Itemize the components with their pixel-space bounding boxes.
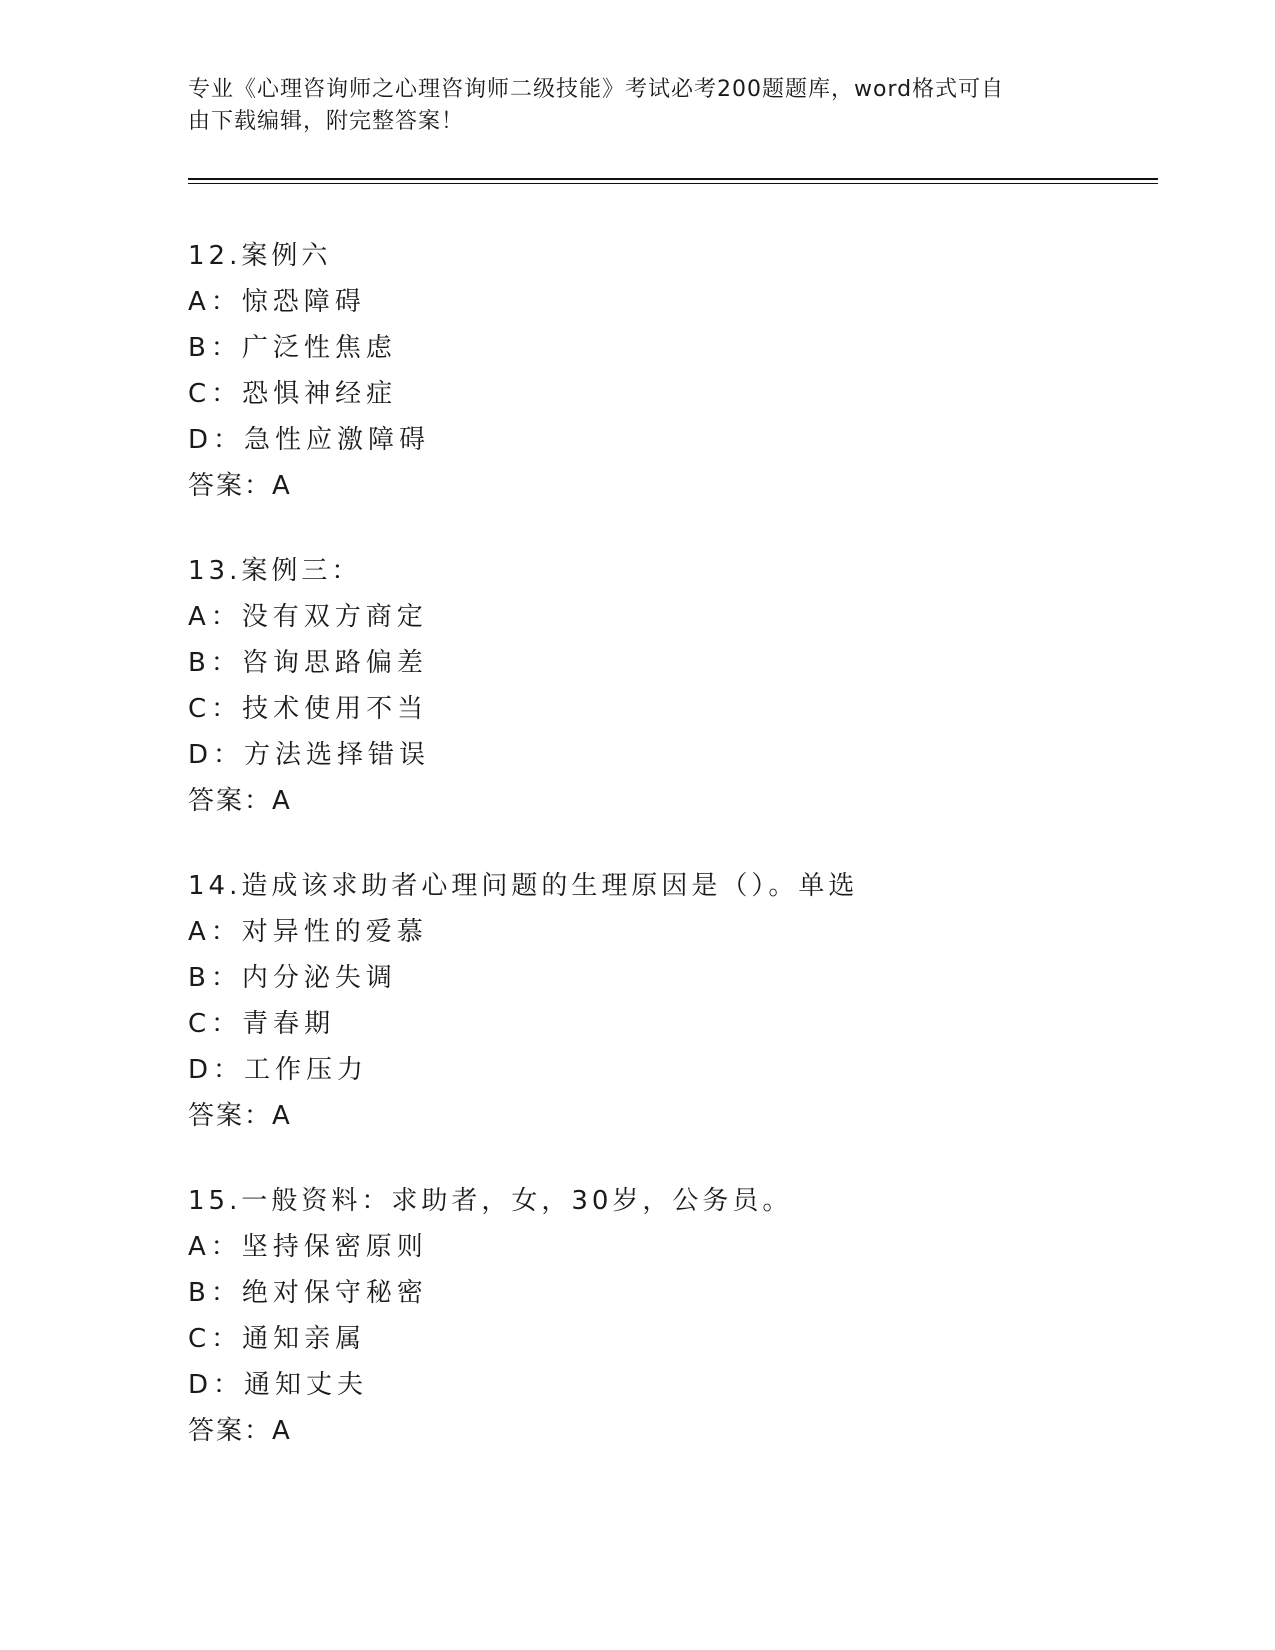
question-title: 14.造成该求助者心理问题的生理原因是（）。单选 bbox=[188, 871, 859, 901]
option-b: B：广泛性焦虑 bbox=[188, 333, 397, 363]
question-title: 15.一般资料：求助者，女，30岁，公务员。 bbox=[188, 1186, 793, 1216]
option-c: C：青春期 bbox=[188, 1009, 336, 1039]
option-b: B：绝对保守秘密 bbox=[188, 1278, 428, 1308]
option-a: A：惊恐障碍 bbox=[188, 287, 366, 317]
question-12 bbox=[188, 233, 1138, 509]
option-b: B：咨询思路偏差 bbox=[188, 648, 428, 678]
option-a: A：没有双方商定 bbox=[188, 602, 428, 632]
question-title: 13.案例三： bbox=[188, 556, 362, 586]
header-divider-thin bbox=[188, 183, 1158, 184]
answer: 答案：A bbox=[188, 471, 292, 501]
question-14 bbox=[188, 863, 1138, 1139]
answer: 答案：A bbox=[188, 1416, 292, 1446]
intro-line-2: 由下载编辑，附完整答案！ bbox=[188, 109, 465, 134]
option-c: C：技术使用不当 bbox=[188, 694, 429, 724]
option-d: D：工作压力 bbox=[188, 1055, 369, 1085]
question-title: 12.案例六 bbox=[188, 241, 332, 271]
intro-line-1: 专业《心理咨询师之心理咨询师二级技能》考试必考200题题库，word格式可自 bbox=[188, 77, 1005, 102]
option-a: A：对异性的爱慕 bbox=[188, 917, 428, 947]
option-c: C：恐惧神经症 bbox=[188, 379, 398, 409]
document-intro bbox=[188, 74, 1088, 138]
header-divider-thick bbox=[188, 178, 1158, 180]
question-15 bbox=[188, 1178, 1138, 1454]
option-d: D：通知丈夫 bbox=[188, 1370, 369, 1400]
option-d: D：方法选择错误 bbox=[188, 740, 431, 770]
answer: 答案：A bbox=[188, 1101, 292, 1131]
question-13 bbox=[188, 548, 1138, 824]
option-b: B：内分泌失调 bbox=[188, 963, 397, 993]
option-c: C：通知亲属 bbox=[188, 1324, 367, 1354]
answer: 答案：A bbox=[188, 786, 292, 816]
option-d: D：急性应激障碍 bbox=[188, 425, 431, 455]
option-a: A：坚持保密原则 bbox=[188, 1232, 428, 1262]
